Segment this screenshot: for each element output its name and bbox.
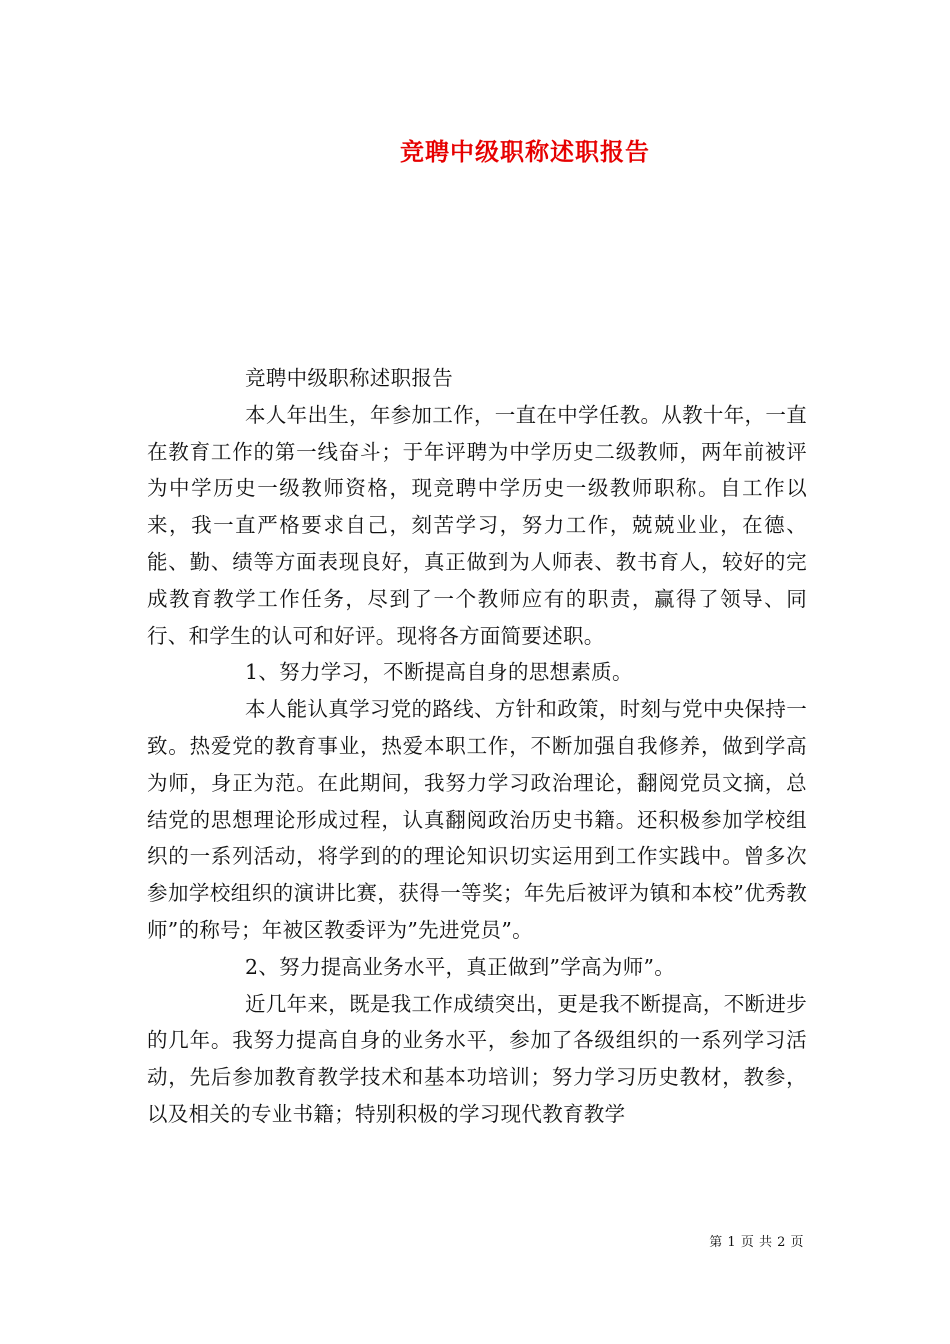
section-heading-2: 2、努力提高业务水平，真正做到”学高为师”。 <box>245 954 676 979</box>
page-footer: 第 1 页 共 2 页 <box>709 1235 804 1250</box>
body-paragraph-1: 本人能认真学习党的路线、方针和政策，时刻与党中央保持一致。热爱党的教育事业，热爱本职工作，不断加强自我修养，做到学高为师，身正为范。在此期间，我努力学习政治理论，翻阅党员文摘，总结党的思想理论形成过程，认真翻阅政治历史书籍。还积极参加学校组织的一系列活动，将学到的的理论知识切实运用到工作实践中。曾多次参加学校组织的演讲比赛，获得一等奖；年先后被评为镇和本校”优秀教师”的称号；年被区教委评为”先进党员”。 <box>147 697 807 942</box>
body-paragraph-intro: 本人年出生，年参加工作，一直在中学任教。从教十年，一直在教育工作的第一线奋斗；于年评聘为中学历史二级教师，两年前被评为中学历史一级教师资格，现竞聘中学历史一级教师职称。自工作以来，我一直严格要求自己，刻苦学习，努力工作，兢兢业业，在德、能、勤、绩等方面表现良好，真正做到为人师表、教书育人，较好的完成教育教学工作任务，尽到了一个教师应有的职责，赢得了领导、同行、和学生的认可和好评。现将各方面简要述职。 <box>147 402 807 648</box>
body-heading: 竞聘中级职称述职报告 <box>245 366 453 390</box>
document-title: 竞聘中级职称述职报告 <box>400 137 650 166</box>
document-body <box>147 360 807 1133</box>
body-paragraph-2: 近几年来，既是我工作成绩突出，更是我不断提高，不断进步的几年。我努力提高自身的业务水平，参加了各级组织的一系列学习活动，先后参加教育教学技术和基本功培训；努力学习历史教材，教参，以及相关的专业书籍；特别积极的学习现代教育教学 <box>147 991 807 1126</box>
section-heading-1: 1、努力学习，不断提高自身的思想素质。 <box>245 660 633 685</box>
